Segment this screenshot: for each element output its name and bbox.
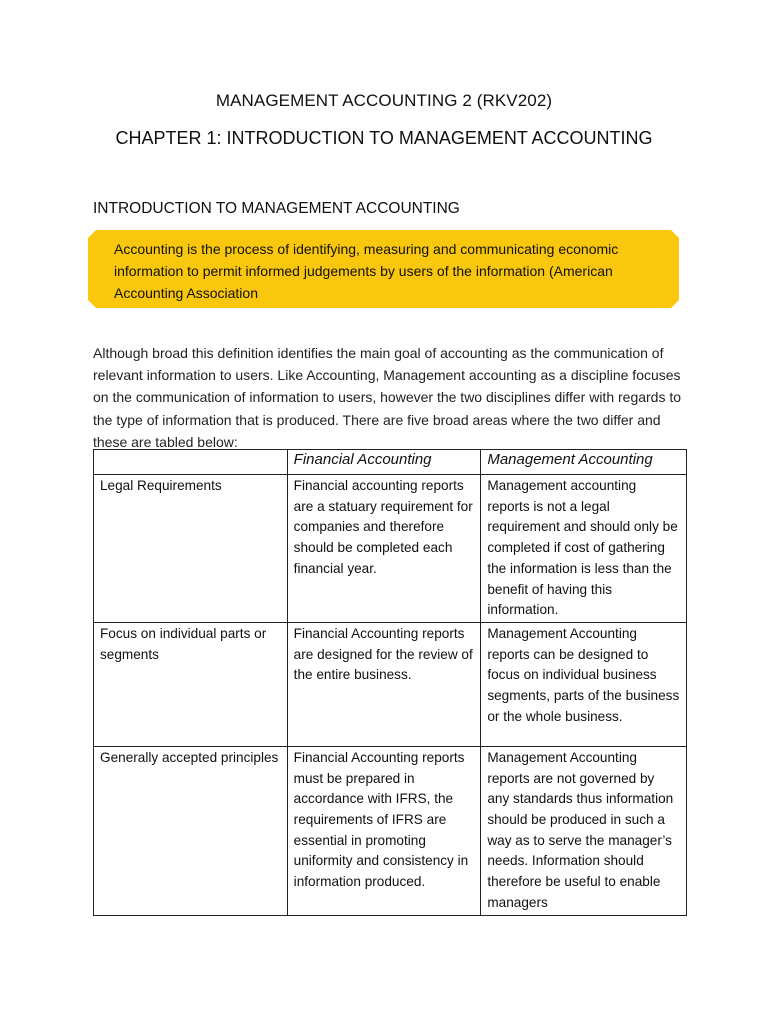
page-title: MANAGEMENT ACCOUNTING 2 (RKV202) <box>215 91 553 110</box>
header-area <box>94 450 288 475</box>
callout-notch <box>88 300 96 308</box>
header-financial-accounting: Financial Accounting <box>287 450 481 475</box>
row-management: Management Accounting reports are not governed by any standards thus information should be produced in such a way as to serve the manager’s needs. Information should therefore be useful to enable managers <box>481 746 687 915</box>
comparison-table <box>93 449 687 916</box>
row-financial: Financial accounting reports are a statuary requirement for companies and therefore should be completed each financial year. <box>287 475 481 623</box>
callout-notch <box>671 230 679 238</box>
callout-notch <box>88 230 96 238</box>
row-management: Management Accounting reports can be designed to focus on individual business segments, parts of the business or the whole business. <box>481 622 687 746</box>
header-management-accounting: Management Accounting <box>481 450 687 475</box>
row-management: Management accounting reports is not a legal requirement and should only be completed if cost of gathering the information is less than the benefit of having this information. <box>481 475 687 623</box>
section-heading: INTRODUCTION TO MANAGEMENT ACCOUNTING <box>93 200 460 217</box>
intro-paragraph: Although broad this definition identifies the main goal of accounting as the communication of relevant information to users. Like Accounting, Management accounting as a discipline focuses on the communication of information to users, however the two disciplines differ with regards to the type of information that is produced. There are five broad areas where the two differ and these are tabled below: <box>93 345 682 450</box>
table-row <box>94 622 687 746</box>
definition-callout <box>88 230 679 308</box>
row-area: Legal Requirements <box>94 475 288 623</box>
row-area: Generally accepted principles <box>94 746 288 915</box>
chapter-title: CHAPTER 1: INTRODUCTION TO MANAGEMENT ACCOUNTING <box>115 128 653 148</box>
table-row <box>94 475 687 623</box>
callout-notch <box>671 300 679 308</box>
table-header-row <box>94 450 687 475</box>
table-row <box>94 746 687 915</box>
callout-text: Accounting is the process of identifying, measuring and communicating economic information to permit informed judgements by users of the information (American Accounting Association <box>114 241 619 301</box>
row-financial: Financial Accounting reports are designed for the review of the entire business. <box>287 622 481 746</box>
row-financial: Financial Accounting reports must be prepared in accordance with IFRS, the requirements of IFRS are essential in promoting uniformity and consistency in information produced. <box>287 746 481 915</box>
row-area: Focus on individual parts or segments <box>94 622 288 746</box>
